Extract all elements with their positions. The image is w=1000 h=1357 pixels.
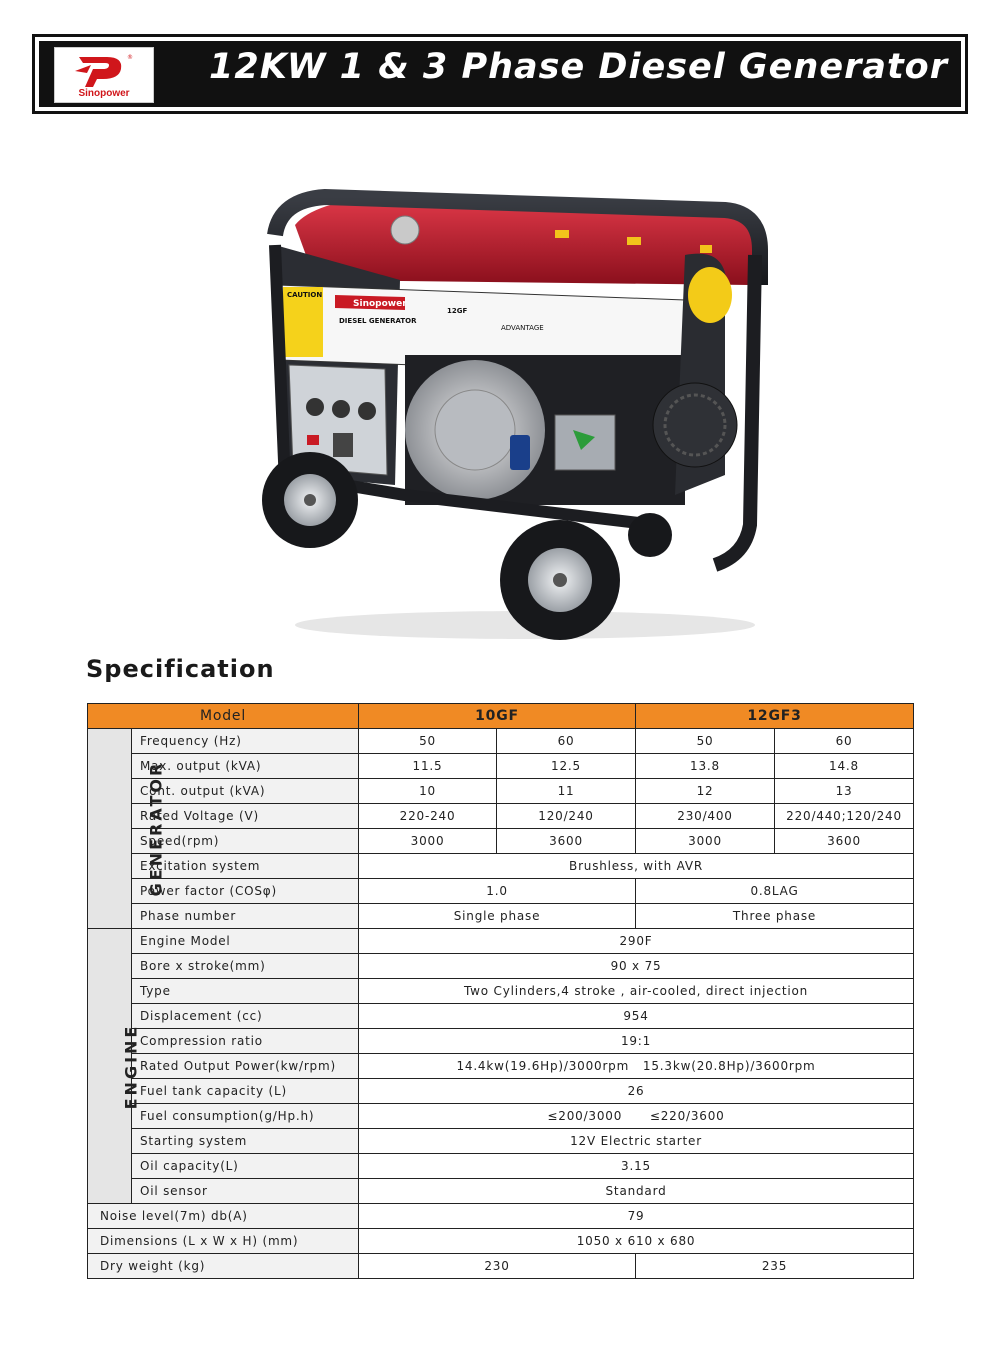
table-cell: 26 [359,1079,914,1104]
table-row [88,1129,914,1154]
table-row [88,729,914,754]
row-label: Oil sensor [132,1179,359,1204]
row-label: Max. output (kVA) [132,754,359,779]
table-cell: Standard [359,1179,914,1204]
header-inner [39,41,961,107]
caution-decal-text: CAUTION [287,291,323,299]
table-cell: 50 [359,729,497,754]
table-cell: 79 [359,1204,914,1229]
table-cell: 60 [775,729,914,754]
table-cell: 13.8 [636,754,775,779]
table-cell: 3600 [775,829,914,854]
generator-product-image [255,175,775,645]
table-header-row [88,704,914,729]
model-header: Model [88,704,359,729]
row-label: Speed(rpm) [132,829,359,854]
table-cell: 19:1 [359,1029,914,1054]
table-cell: 230/400 [636,804,775,829]
generator-section-label: GENERATOR [88,729,132,929]
brand-name: Sinopower [78,88,130,99]
table-row [88,1004,914,1029]
row-label: Engine Model [132,929,359,954]
row-label: Power factor (COSφ) [132,879,359,904]
table-cell: 220/440;120/240 [775,804,914,829]
table-cell: 1050 x 610 x 680 [359,1229,914,1254]
row-label: Rated Voltage (V) [132,804,359,829]
row-label: Noise level(7m) db(A) [88,1204,359,1229]
table-cell: 12V Electric starter [359,1129,914,1154]
table-row [88,1254,914,1279]
table-row [88,1054,914,1079]
row-label: Frequency (Hz) [132,729,359,754]
panel-model-text: 12GF [447,307,468,315]
brand-logo [54,47,154,103]
row-label: Compression ratio [132,1029,359,1054]
model-12gf3-header: 12GF3 [636,704,914,729]
table-row [88,879,914,904]
row-label: Fuel tank capacity (L) [132,1079,359,1104]
table-row [88,829,914,854]
page-title: 12KW 1 & 3 Phase Diesel Generator [209,47,948,87]
table-row [88,1179,914,1204]
model-10gf-header: 10GF [359,704,636,729]
table-row [88,1029,914,1054]
table-cell: Two Cylinders,4 stroke , air-cooled, direct injection [359,979,914,1004]
table-cell: 90 x 75 [359,954,914,979]
table-row [88,979,914,1004]
table-cell: 12 [636,779,775,804]
row-label: Cont. output (kVA) [132,779,359,804]
table-cell: 13 [775,779,914,804]
table-row [88,1229,914,1254]
table-row [88,1079,914,1104]
row-label: Excitation system [132,854,359,879]
table-row [88,954,914,979]
panel-brand-text: Sinopower [353,299,407,309]
svg-text:®: ® [127,54,133,61]
table-cell: 1.0 [359,879,636,904]
row-label: Displacement (cc) [132,1004,359,1029]
table-row [88,754,914,779]
table-row [88,779,914,804]
table-row [88,1104,914,1129]
table-cell: Three phase [636,904,914,929]
table-row [88,804,914,829]
table-cell: 3000 [359,829,497,854]
row-label: Phase number [132,904,359,929]
row-label: Starting system [132,1129,359,1154]
table-cell: 50 [636,729,775,754]
table-cell: 235 [636,1254,914,1279]
row-label: Bore x stroke(mm) [132,954,359,979]
row-label: Fuel consumption(g/Hp.h) [132,1104,359,1129]
table-cell: 954 [359,1004,914,1029]
table-cell: 11.5 [359,754,497,779]
table-cell: 0.8LAG [636,879,914,904]
table-cell: 10 [359,779,497,804]
table-cell: 14.8 [775,754,914,779]
table-cell: 230 [359,1254,636,1279]
table-cell: 12.5 [497,754,636,779]
row-label: Rated Output Power(kw/rpm) [132,1054,359,1079]
table-cell: 290F [359,929,914,954]
table-cell: Brushless, with AVR [359,854,914,879]
engine-section-label: ENGINE [88,929,132,1204]
table-cell: 220-240 [359,804,497,829]
table-cell: 14.4kw(19.6Hp)/3000rpm 15.3kw(20.8Hp)/3600rpm [359,1054,914,1079]
table-cell: 3.15 [359,1154,914,1179]
specification-table [87,703,914,1279]
table-cell: 3000 [636,829,775,854]
table-cell: 3600 [497,829,636,854]
table-cell: ≤200/3000 ≤220/3600 [359,1104,914,1129]
table-row [88,1154,914,1179]
table-row [88,904,914,929]
table-cell: Single phase [359,904,636,929]
table-cell: 60 [497,729,636,754]
table-cell: 11 [497,779,636,804]
table-row [88,929,914,954]
table-row [88,854,914,879]
row-label: Type [132,979,359,1004]
row-label: Dry weight (kg) [88,1254,359,1279]
panel-advantage-text: ADVANTAGE [501,324,544,332]
table-row [88,1204,914,1229]
specification-heading: Specification [86,655,275,683]
table-cell: 120/240 [497,804,636,829]
row-label: Oil capacity(L) [132,1154,359,1179]
row-label: Dimensions (L x W x H) (mm) [88,1229,359,1254]
panel-caption-text: DIESEL GENERATOR [339,317,417,325]
header-banner [32,34,968,114]
sinopower-logo-icon [73,51,135,89]
